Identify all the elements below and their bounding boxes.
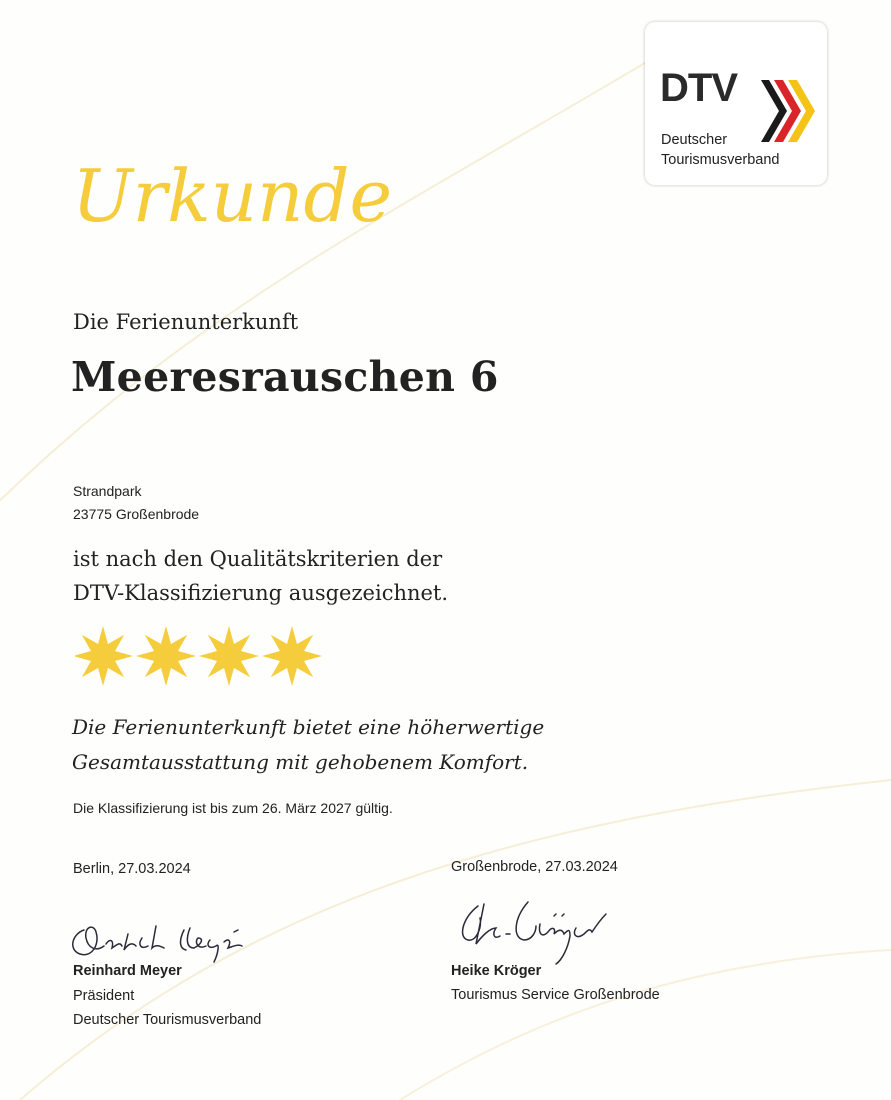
logo-subtitle-line2: Tourismusverband [661, 152, 780, 168]
star-icon [199, 626, 259, 686]
statement-line2: DTV-Klassifizierung ausgezeichnet. [73, 581, 449, 605]
star-rating [75, 625, 335, 687]
left-signatory-organization: Deutscher Tourismusverband [73, 1012, 262, 1028]
star-icon [136, 626, 196, 686]
property-name: Meeresrauschen 6 [71, 353, 499, 401]
star-icon [75, 626, 133, 686]
logo-brand: DTV [660, 66, 737, 110]
star-icon [262, 626, 322, 686]
left-place-date: Berlin, 27.03.2024 [73, 861, 191, 877]
logo-subtitle-line1: Deutscher [661, 132, 728, 148]
right-signature [452, 898, 622, 968]
description [72, 710, 544, 780]
logo-subtitle [661, 130, 779, 170]
dtv-logo [645, 22, 827, 185]
certificate-title: Urkunde [72, 154, 393, 238]
classification-statement [73, 542, 448, 610]
right-place-date: Großenbrode, 27.03.2024 [451, 859, 618, 875]
right-signatory-name: Heike Kröger [451, 963, 542, 979]
left-signatory-name: Reinhard Meyer [73, 963, 182, 979]
validity-note: Die Klassifizierung ist bis zum 26. März 2027 gültig. [73, 800, 393, 816]
description-line2: Gesamtausstattung mit gehobenem Komfort. [72, 750, 529, 774]
address-line1: Strandpark [73, 483, 142, 499]
address-line2: 23775 Großenbrode [73, 506, 200, 522]
left-signature [66, 908, 256, 970]
right-signatory-role: Tourismus Service Großenbrode [451, 987, 660, 1003]
intro-text: Die Ferienunterkunft [73, 310, 299, 334]
statement-line1: ist nach den Qualitätskriterien der [73, 547, 443, 571]
left-signatory-role: Präsident [73, 988, 135, 1004]
description-line1: Die Ferienunterkunft bietet eine höherwertige [72, 715, 545, 739]
